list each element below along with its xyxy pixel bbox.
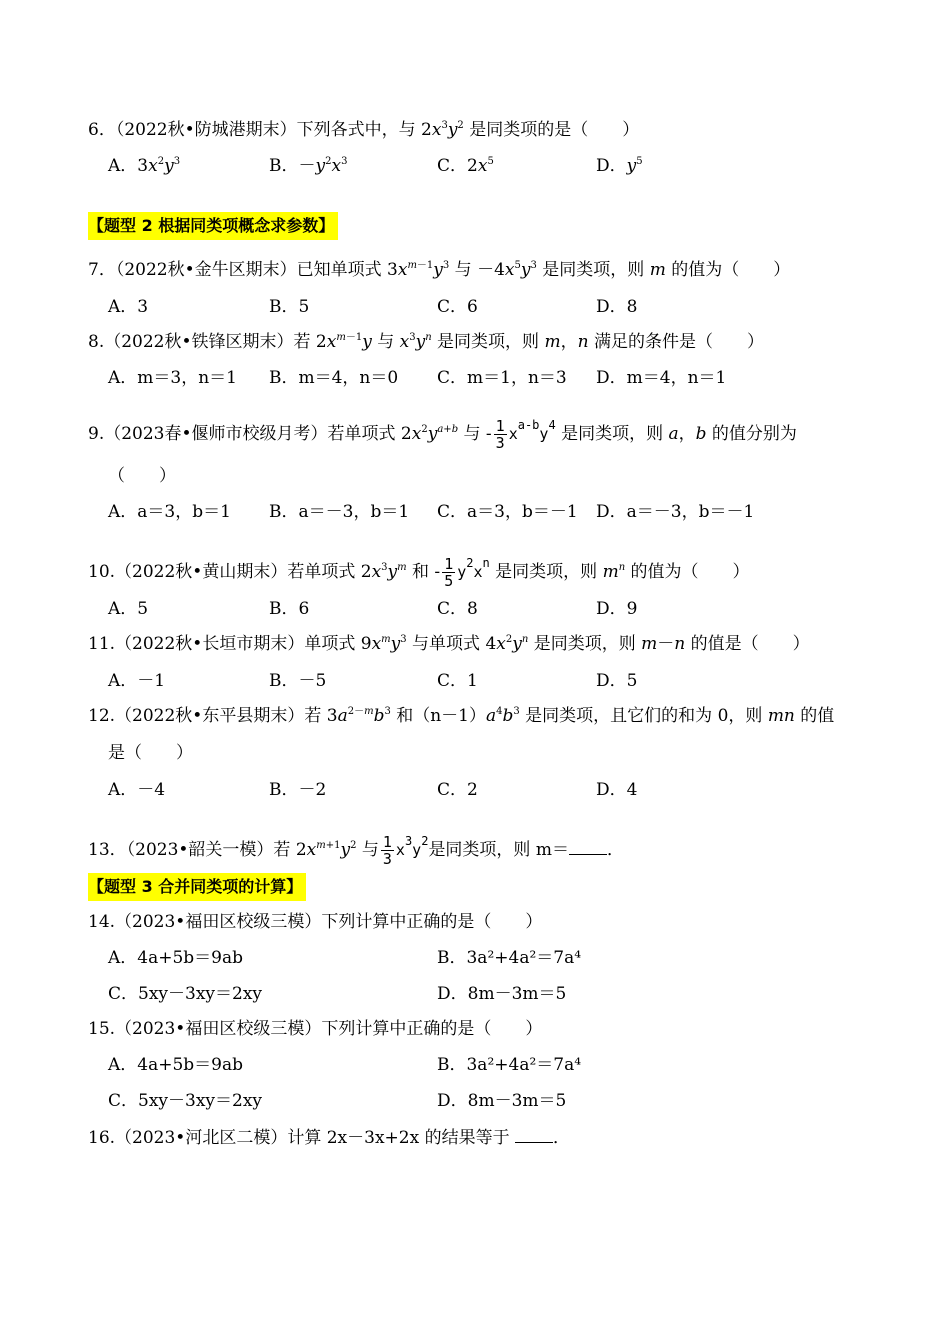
option-d[interactable]: D．8m－3m＝5: [437, 1091, 567, 1111]
question-14: 14.（2023•福田区校级三模）下列计算中正确的是（ ）: [88, 912, 543, 932]
option-b[interactable]: B．－5: [269, 671, 327, 691]
question-16: 16.（2023•河北区二模）计算 2x－3x+2x 的结果等于 ．: [88, 1128, 570, 1148]
option-d[interactable]: D．m＝4，n＝1: [596, 368, 727, 388]
option-d[interactable]: D．$y^5$: [596, 156, 643, 176]
option-a[interactable]: A．m＝3，n＝1: [108, 368, 237, 388]
answer-blank[interactable]: [569, 840, 607, 855]
option-d[interactable]: D．5: [596, 671, 638, 691]
option-d[interactable]: D．8: [596, 297, 638, 317]
option-b[interactable]: B．－2: [269, 780, 327, 800]
option-a[interactable]: A．$3x^2y^3$: [108, 156, 181, 176]
option-d[interactable]: D．8m－3m＝5: [437, 984, 567, 1004]
question-12: 12.（2022秋•东平县期末）若 $3a^{2-m}b^3$ 和$(n-1)a^4b^3$ 是同类项，且它们的和为 0，则 mn 的值: [88, 706, 835, 726]
option-a[interactable]: A．a＝3，b＝1: [108, 502, 231, 522]
option-b[interactable]: B．m＝4，n＝0: [269, 368, 399, 388]
answer-blank[interactable]: [515, 1128, 553, 1143]
option-b[interactable]: B．$-y^2x^3$: [269, 156, 348, 176]
option-c[interactable]: C．$2x^5$: [437, 156, 494, 176]
question-7: 7．（2022秋•金牛区期末）已知单项式 $3x^{m-1}y^3$ 与 $-4x^5y^3$ 是同类项，则 m 的值为（ ）: [88, 260, 791, 280]
question-6: 6．（2022秋•防城港期末）下列各式中，与 $2x^3y^2$ 是同类项的是（ ）: [88, 120, 640, 140]
option-a[interactable]: A．－1: [108, 671, 166, 691]
question-15: 15.（2023•福田区校级三模）下列计算中正确的是（ ）: [88, 1019, 543, 1039]
question-9: 9.（2023春•偃师市校级月考）若单项式 $2x^2y^{a+b}$ 与 - $\frac{1}{3}$ $x^{a-b}y^4$ 是同类项，则 a，b 的值分别为: [88, 417, 797, 452]
option-b[interactable]: B．6: [269, 599, 310, 619]
option-b[interactable]: B．a＝－3，b＝1: [269, 502, 410, 522]
option-c[interactable]: C．1: [437, 671, 478, 691]
option-b[interactable]: B．3a²+4a²＝7a⁴: [437, 948, 582, 968]
fraction-one-fifth: $\frac{1}{5}$: [444, 555, 454, 590]
question-8: 8.（2022秋•铁锋区期末）若 $2x^{m-1}y$ 与 $x^3y^n$ 是同类项，则 m，n 满足的条件是（ ）: [88, 332, 764, 352]
option-a[interactable]: A．4a+5b＝9ab: [108, 1055, 244, 1075]
fraction-one-third: $\frac{1}{3}$: [495, 417, 505, 452]
option-c[interactable]: C．6: [437, 297, 478, 317]
section-heading-3: 【题型 3 合并同类项的计算】: [88, 873, 306, 901]
fraction-one-third: $\frac{1}{3}$: [382, 833, 392, 868]
question-15-options: [108, 1053, 808, 1113]
option-a[interactable]: A．3: [108, 297, 149, 317]
option-d[interactable]: D．4: [596, 780, 638, 800]
question-13: 13．（2023•韶关一模）若 $2x^{m+1}y^2$ 与 $\frac{1}{3}$ $x^3y^2$是同类项，则 m＝ ．: [88, 833, 624, 868]
question-10: 10.（2022秋•黄山期末）若单项式 $2x^3y^m$ 和 - $\frac{1}{5}$ $y^2x^n$ 是同类项，则 $m^n$ 的值为（ ）: [88, 555, 750, 590]
option-c[interactable]: C．a＝3，b＝－1: [437, 502, 578, 522]
question-14-options: [108, 946, 808, 1006]
option-c[interactable]: C．2: [437, 780, 478, 800]
question-9-paren: （ ）: [108, 466, 176, 486]
option-d[interactable]: D．a＝－3，b＝－1: [596, 502, 755, 522]
option-c[interactable]: C．5xy－3xy＝2xy: [108, 984, 263, 1004]
monomial-2x3y2: $2x^3y^2$: [421, 120, 464, 140]
option-d[interactable]: D．9: [596, 599, 638, 619]
option-c[interactable]: C．m＝1，n＝3: [437, 368, 567, 388]
option-a[interactable]: A．5: [108, 599, 149, 619]
option-a[interactable]: A．－4: [108, 780, 166, 800]
option-b[interactable]: B．5: [269, 297, 310, 317]
option-b[interactable]: B．3a²+4a²＝7a⁴: [437, 1055, 582, 1075]
question-11: 11.（2022秋•长垣市期末）单项式 $9x^my^3$ 与单项式 $4x^2y^n$ 是同类项，则 m－n 的值是（ ）: [88, 634, 810, 654]
section-heading-2: 【题型 2 根据同类项概念求参数】: [88, 212, 338, 240]
option-c[interactable]: C．5xy－3xy＝2xy: [108, 1091, 263, 1111]
option-c[interactable]: C．8: [437, 599, 478, 619]
option-a[interactable]: A．4a+5b＝9ab: [108, 948, 244, 968]
question-12-cont: 是（ ）: [108, 743, 193, 763]
